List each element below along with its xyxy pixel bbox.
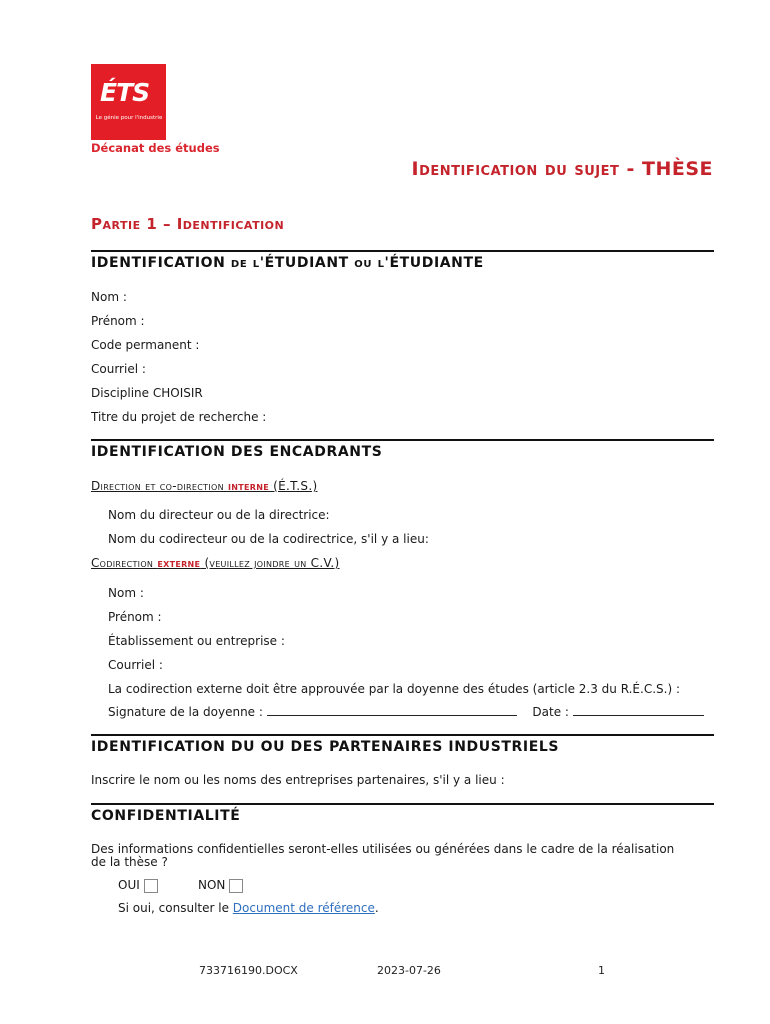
section-divider: [91, 250, 714, 252]
reference-suffix: .: [374, 901, 379, 915]
heading-part: Direction et co-direction: [91, 479, 228, 493]
title-part: IDENTIFICATION: [91, 255, 231, 271]
heading-part: (É.T.S.): [269, 479, 318, 493]
title-part: ou l': [354, 255, 390, 271]
internal-supervision-heading: [91, 479, 317, 493]
section-divider: [91, 439, 714, 441]
signature-blank[interactable]: [267, 705, 517, 716]
heading-part: (veuillez joindre un C.V.): [200, 556, 340, 570]
ets-logo: [91, 64, 166, 140]
footer-date: 2023-07-26: [377, 964, 441, 977]
title-part: ÉTUDIANTE: [389, 255, 484, 271]
confidentiality-section-title: CONFIDENTIALITÉ: [91, 808, 241, 824]
field-external-courriel: Courriel :: [108, 658, 163, 672]
footer-filename: 733716190.DOCX: [199, 964, 298, 977]
no-checkbox[interactable]: [229, 879, 243, 893]
heading-emphasis: externe: [157, 556, 201, 570]
signature-row: [108, 705, 704, 719]
date-label: Date :: [532, 705, 569, 719]
document-title: Identification du sujet - THÈSE: [411, 158, 713, 180]
field-courriel: Courriel :: [91, 362, 146, 376]
field-nom: Nom :: [91, 290, 127, 304]
field-external-nom: Nom :: [108, 586, 144, 600]
confidentiality-question-line2: de la thèse ?: [91, 855, 168, 869]
yes-label: OUI: [118, 878, 140, 892]
field-code-permanent: Code permanent :: [91, 338, 200, 352]
field-codirector: Nom du codirecteur ou de la codirectrice, s'il y a lieu:: [108, 532, 429, 546]
field-director: Nom du directeur ou de la directrice:: [108, 508, 330, 522]
partners-instruction: Inscrire le nom ou les noms des entreprises partenaires, s'il y a lieu :: [91, 773, 505, 787]
yes-option: [118, 878, 158, 893]
external-approval-note: La codirection externe doit être approuvée par la doyenne des études (article 2.3 du R.É.C.S.) :: [108, 682, 680, 696]
reference-line: [118, 901, 379, 915]
logo-tagline: Le génie pour l'industrie: [95, 115, 163, 121]
section-divider: [91, 803, 714, 805]
field-discipline: Discipline CHOISIR: [91, 386, 203, 400]
section-divider: [91, 734, 714, 736]
dean-office-label: Décanat des études: [91, 141, 220, 155]
logo-mark: ÉTS: [100, 78, 150, 107]
title-part: de l': [230, 255, 265, 271]
external-supervision-heading: [91, 556, 340, 570]
signature-label: Signature de la doyenne :: [108, 705, 263, 719]
supervisors-section-title: IDENTIFICATION DES ENCADRANTS: [91, 444, 383, 460]
yes-checkbox[interactable]: [144, 879, 158, 893]
heading-emphasis: interne: [227, 479, 269, 493]
reference-prefix: Si oui, consulter le: [118, 901, 233, 915]
title-part: ÉTUDIANT: [264, 255, 355, 271]
date-blank[interactable]: [573, 705, 704, 716]
student-section-title: [91, 255, 484, 271]
no-label: NON: [198, 878, 226, 892]
field-project-title: Titre du projet de recherche :: [91, 410, 267, 424]
partners-section-title: IDENTIFICATION DU OU DES PARTENAIRES INDUSTRIELS: [91, 739, 560, 755]
heading-part: Codirection: [91, 556, 158, 570]
field-external-institution: Établissement ou entreprise :: [108, 634, 285, 648]
footer-page-number: 1: [598, 964, 605, 977]
field-external-prenom: Prénom :: [108, 610, 162, 624]
no-option: [198, 878, 243, 893]
part-1-title: Partie 1 – Identification: [91, 215, 285, 233]
field-prenom: Prénom :: [91, 314, 145, 328]
reference-document-link[interactable]: Document de référence: [232, 901, 375, 915]
confidentiality-question-line1: Des informations confidentielles seront-elles utilisées ou générées dans le cadre de la réalisation: [91, 842, 675, 856]
